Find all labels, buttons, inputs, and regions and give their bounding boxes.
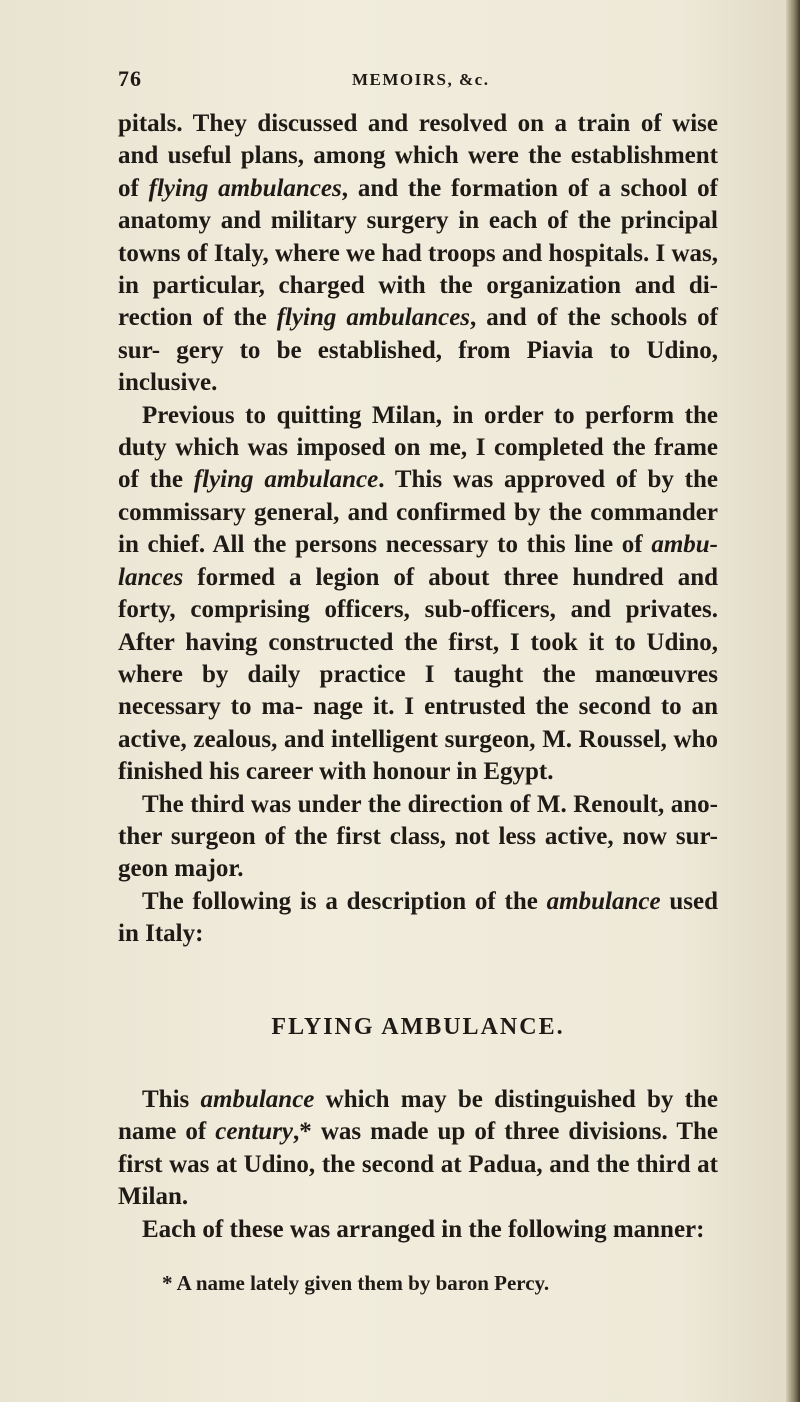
p2-italic-2: ambu- lances: [118, 531, 718, 591]
running-head: MEMOIRS, &c.: [352, 70, 490, 89]
p4-text-1: The following is a description of the: [142, 887, 547, 915]
page-number: 76: [118, 66, 142, 91]
paragraph-6: Each of these was arranged in the following manner:: [142, 1215, 705, 1243]
p2-italic-1: flying ambulance: [193, 466, 379, 494]
paragraph-3: The third was under the direction of M. Renoult, ano- ther surgeon of the first class, not less active, now sur- geon major.: [118, 790, 718, 883]
page-spine-edge: [786, 0, 800, 1402]
p5-text-1: This: [142, 1086, 201, 1113]
p4-italic-1: ambulance: [546, 887, 661, 915]
p1-text-1: pitals. They discussed and resolved on a train of wise and useful plans, among which were the establishment of: [118, 110, 718, 202]
p2-text-2: . This was approved of by the commissary general, and confirmed by the commander in chief. All the persons necessary to this line of: [118, 466, 719, 559]
paragraph-5: [118, 1084, 718, 1214]
paragraph-2: [118, 400, 718, 789]
footnote: * A name lately given them by baron Percy.: [162, 1271, 550, 1295]
body-text-upper: [118, 108, 718, 951]
p2-text-1: Previous to quitting Milan, in order to perform the duty which was imposed on me, I completed the frame of the: [118, 401, 718, 494]
p1-italic-1: flying ambulances: [148, 174, 342, 202]
p5-text-2: which may be distinguished by the name of: [118, 1086, 718, 1146]
p1-text-3: , and of the schools of sur- gery to be established, from Piavia to Udino, inclusive.: [118, 304, 718, 397]
paragraph-4: [118, 886, 718, 951]
paragraph-1: [118, 108, 718, 400]
section-heading: FLYING AMBULANCE.: [271, 1014, 565, 1040]
p2-text-3: formed a legion of about three hundred and forty, comprising officers, sub-officers, and privates. After having constructed the first, I took it to Udino, where by daily practice I taught the manœuvres necessary to ma- nage it. I entrusted the second to an active, zealous, and intelligent surgeon, M. Roussel, who finished his career with honour in Egypt.: [118, 563, 718, 786]
p4-text-2: used in Italy:: [118, 887, 718, 948]
p1-text-2: , and the formation of a school of anatomy and military surgery in each of the principal towns of Italy, where we had troops and hospitals. I was, in particular, charged with the organization and di- rection of the: [118, 174, 718, 332]
p1-italic-2: flying ambulances: [276, 304, 471, 332]
p5-italic-1: ambulance: [200, 1086, 315, 1113]
p5-text-3: ,* was made up of three divisions. The first was at Udino, the second at Padua, and the third at Milan.: [118, 1118, 718, 1211]
body-text-lower: [118, 1084, 718, 1246]
p5-italic-2: century: [215, 1118, 294, 1146]
page-header: [118, 66, 678, 96]
